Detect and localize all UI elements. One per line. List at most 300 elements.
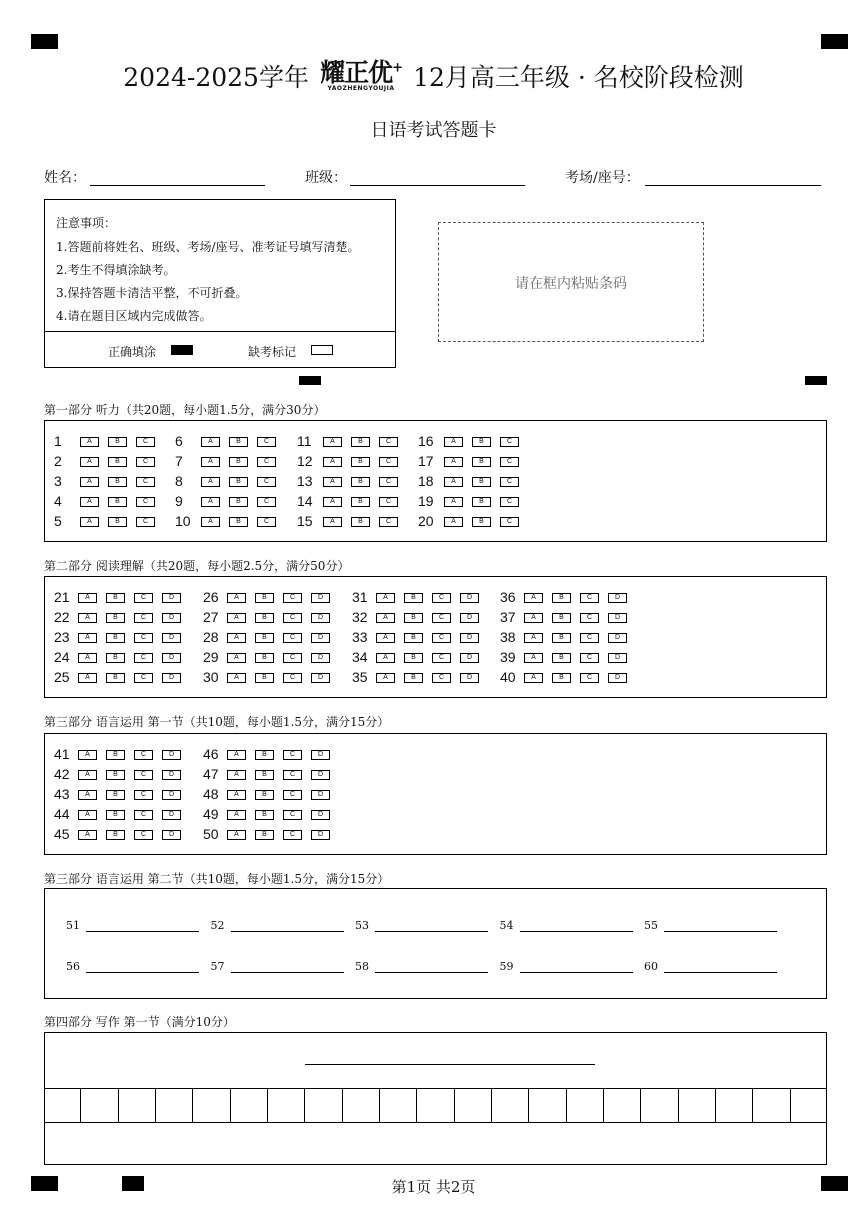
option-bubble[interactable]: D [162,750,181,760]
option-bubble[interactable]: D [460,593,479,603]
option-bubble[interactable]: A [201,477,220,487]
writing-cell[interactable] [343,1089,380,1122]
option-bubble[interactable]: B [255,770,274,780]
question-row [297,513,407,529]
option-bubble[interactable]: C [257,477,276,487]
option-bubble[interactable]: D [311,770,330,780]
option-bubble[interactable]: B [552,633,571,643]
notes-title: 注意事项： [56,216,117,230]
writing-cell[interactable] [604,1089,641,1122]
option-bubble[interactable]: C [283,673,302,683]
question-number: 9 [175,493,183,509]
option-bubble[interactable]: B [229,477,248,487]
registration-mark [31,34,58,49]
option-bubble[interactable]: A [78,770,97,780]
option-bubble[interactable]: B [106,750,125,760]
option-bubble[interactable]: C [283,633,302,643]
registration-mark [805,376,827,385]
question-row [203,786,339,802]
option-bubble[interactable]: C [134,810,153,820]
option-bubble[interactable]: B [255,673,274,683]
option-bubble[interactable]: B [404,653,423,663]
option-bubble[interactable]: B [255,830,274,840]
option-bubble[interactable]: C [283,770,302,780]
option-bubble[interactable]: C [257,457,276,467]
question-row [203,826,339,842]
question-row [175,513,285,529]
option-bubble[interactable]: A [80,437,99,447]
writing-cell[interactable] [156,1089,193,1122]
section3b-box [44,888,827,999]
question-row [54,629,190,645]
option-bubble[interactable]: B [108,477,127,487]
class-field[interactable] [305,167,527,187]
question-number: 45 [54,826,70,842]
option-bubble[interactable]: B [351,457,370,467]
question-row [54,513,164,529]
question-number: 5 [54,513,62,529]
option-bubble[interactable]: D [311,633,330,643]
option-bubble[interactable]: A [376,673,395,683]
question-number: 27 [203,609,219,625]
option-bubble[interactable]: C [134,770,153,780]
option-bubble[interactable]: D [162,613,181,623]
question-row [418,513,528,529]
question-number: 42 [54,766,70,782]
option-bubble[interactable]: C [580,653,599,663]
option-bubble[interactable]: A [227,633,246,643]
option-bubble[interactable]: A [201,497,220,507]
page-number: 第1页 共2页 [391,1178,476,1196]
writing-cell[interactable] [753,1089,790,1122]
fill-blank[interactable] [211,960,225,973]
option-bubble[interactable]: C [257,497,276,507]
question-number: 23 [54,629,70,645]
writing-cell[interactable] [716,1089,753,1122]
option-bubble[interactable]: A [78,673,97,683]
option-bubble[interactable]: A [227,613,246,623]
option-bubble[interactable]: C [134,593,153,603]
blank-number: 56 [66,960,80,973]
fill-blank[interactable] [500,960,514,973]
option-bubble[interactable]: A [323,437,342,447]
option-bubble[interactable]: D [162,790,181,800]
question-number: 4 [54,493,62,509]
question-number: 34 [352,649,368,665]
title-exam: 12月高三年级 · 名校阶段检测 [413,63,744,92]
option-bubble[interactable]: B [106,673,125,683]
option-bubble[interactable]: C [432,593,451,603]
option-bubble[interactable]: C [500,477,519,487]
option-bubble[interactable]: D [311,613,330,623]
question-number: 36 [500,589,516,605]
option-bubble[interactable]: C [136,437,155,447]
option-bubble[interactable]: A [78,593,97,603]
question-row [175,453,285,469]
section2-box [44,576,827,698]
option-bubble[interactable]: A [376,593,395,603]
option-bubble[interactable]: B [106,770,125,780]
option-bubble[interactable]: B [351,437,370,447]
question-number: 47 [203,766,219,782]
option-bubble[interactable]: A [201,457,220,467]
option-bubble[interactable]: B [229,437,248,447]
option-bubble[interactable]: A [78,633,97,643]
option-bubble[interactable]: C [580,673,599,683]
correct-fill-label: 正确填涂 [108,345,157,359]
option-bubble[interactable]: B [552,673,571,683]
question-row [500,629,636,645]
option-bubble[interactable]: B [404,673,423,683]
option-bubble[interactable]: D [162,770,181,780]
option-bubble[interactable]: B [404,633,423,643]
option-bubble[interactable]: B [229,497,248,507]
option-bubble[interactable]: C [500,517,519,527]
option-bubble[interactable]: C [283,810,302,820]
option-bubble[interactable]: B [255,593,274,603]
option-bubble[interactable]: B [255,750,274,760]
writing-cell[interactable] [455,1089,492,1122]
option-bubble[interactable]: D [162,653,181,663]
question-number: 13 [297,473,313,489]
question-row [297,493,407,509]
option-bubble[interactable]: A [376,633,395,643]
option-bubble[interactable]: D [311,593,330,603]
fill-blank[interactable] [500,919,514,932]
writing-cell[interactable] [791,1089,827,1122]
question-number: 16 [418,433,434,449]
question-number: 8 [175,473,183,489]
option-bubble[interactable]: A [444,437,463,447]
question-row [297,433,407,449]
option-bubble[interactable]: C [379,477,398,487]
option-bubble[interactable]: A [227,770,246,780]
option-bubble[interactable]: B [106,810,125,820]
option-bubble[interactable]: A [444,517,463,527]
option-bubble[interactable]: B [472,457,491,467]
option-bubble[interactable]: C [432,653,451,663]
option-bubble[interactable]: D [311,830,330,840]
question-row [203,609,339,625]
option-bubble[interactable]: D [608,653,627,663]
writing-cell[interactable] [305,1089,342,1122]
option-bubble[interactable]: A [80,517,99,527]
option-bubble[interactable]: C [283,830,302,840]
writing-cell[interactable] [529,1089,566,1122]
option-bubble[interactable]: D [162,830,181,840]
option-bubble[interactable]: C [500,437,519,447]
option-bubble[interactable]: A [78,790,97,800]
question-row [54,649,190,665]
name-label: 姓名： [44,170,86,186]
option-bubble[interactable]: C [432,633,451,643]
option-bubble[interactable]: C [134,790,153,800]
question-row [175,473,285,489]
option-bubble[interactable]: C [134,750,153,760]
section-title: 第四部分 写作 第一节（满分10分） [44,1015,235,1029]
option-bubble[interactable]: A [78,830,97,840]
option-bubble[interactable]: A [78,613,97,623]
option-bubble[interactable]: D [311,750,330,760]
option-bubble[interactable]: C [580,613,599,623]
option-bubble[interactable]: D [162,593,181,603]
option-bubble[interactable]: A [227,673,246,683]
blank-number: 60 [644,960,658,973]
notes-item: 2.考生不得填涂缺考。 [56,263,176,277]
fill-blank[interactable] [355,960,369,973]
option-bubble[interactable]: C [580,593,599,603]
question-number: 22 [54,609,70,625]
question-row [418,433,528,449]
option-bubble[interactable]: C [500,457,519,467]
room-seat-field[interactable] [565,167,821,187]
option-bubble[interactable]: D [162,633,181,643]
option-bubble[interactable]: C [136,517,155,527]
option-bubble[interactable]: C [134,633,153,643]
option-bubble[interactable]: A [524,633,543,643]
option-bubble[interactable]: C [283,750,302,760]
question-row [54,609,190,625]
question-row [418,473,528,489]
blank-number: 51 [66,919,80,932]
question-row [352,669,488,685]
option-bubble[interactable]: C [283,790,302,800]
option-bubble[interactable]: B [229,457,248,467]
option-bubble[interactable]: D [311,790,330,800]
option-bubble[interactable]: C [134,673,153,683]
option-bubble[interactable]: B [552,653,571,663]
option-bubble[interactable]: B [552,613,571,623]
option-bubble[interactable]: C [134,613,153,623]
option-bubble[interactable]: B [108,497,127,507]
option-bubble[interactable]: A [323,457,342,467]
barcode-hint: 请在框内粘贴条码 [515,276,627,292]
option-bubble[interactable]: B [106,633,125,643]
option-bubble[interactable]: C [432,673,451,683]
option-bubble[interactable]: B [255,613,274,623]
registration-mark [821,34,848,49]
option-bubble[interactable]: C [283,613,302,623]
option-bubble[interactable]: B [255,653,274,663]
writing-cell[interactable] [268,1089,305,1122]
option-bubble[interactable]: B [255,810,274,820]
option-bubble[interactable]: A [80,457,99,467]
option-bubble[interactable]: A [524,613,543,623]
question-row [352,589,488,605]
question-row [203,746,339,762]
option-bubble[interactable]: A [323,497,342,507]
option-bubble[interactable]: A [227,653,246,663]
question-number: 7 [175,453,183,469]
option-bubble[interactable]: B [106,790,125,800]
question-number: 48 [203,786,219,802]
question-number: 30 [203,669,219,685]
writing-cell[interactable] [679,1089,716,1122]
question-row [352,629,488,645]
option-bubble[interactable]: C [283,593,302,603]
writing-cell[interactable] [119,1089,156,1122]
option-bubble[interactable]: B [106,830,125,840]
option-bubble[interactable]: D [460,613,479,623]
option-bubble[interactable]: D [460,673,479,683]
question-row [352,609,488,625]
option-bubble[interactable]: A [323,517,342,527]
question-number: 50 [203,826,219,842]
option-bubble[interactable]: A [227,810,246,820]
option-bubble[interactable]: B [351,517,370,527]
writing-cell[interactable] [492,1089,529,1122]
question-row [418,493,528,509]
option-bubble[interactable]: A [524,653,543,663]
question-number: 31 [352,589,368,605]
option-bubble[interactable]: A [227,830,246,840]
option-bubble[interactable]: D [460,653,479,663]
option-bubble[interactable]: B [108,437,127,447]
question-number: 20 [418,513,434,529]
writing-cell[interactable] [193,1089,230,1122]
option-bubble[interactable]: A [78,810,97,820]
option-bubble[interactable]: C [136,497,155,507]
question-number: 24 [54,649,70,665]
option-bubble[interactable]: A [80,477,99,487]
option-bubble[interactable]: A [227,593,246,603]
option-bubble[interactable]: C [379,517,398,527]
option-bubble[interactable]: C [379,497,398,507]
option-bubble[interactable]: D [311,653,330,663]
option-bubble[interactable]: A [524,673,543,683]
writing-cell[interactable] [380,1089,417,1122]
option-bubble[interactable]: B [229,517,248,527]
title-year: 2024-2025学年 [123,63,309,92]
option-bubble[interactable]: B [106,613,125,623]
option-bubble[interactable]: C [257,517,276,527]
fill-blank[interactable] [644,960,658,973]
writing-cell[interactable] [567,1089,604,1122]
blank-number: 55 [644,919,658,932]
option-bubble[interactable]: A [444,457,463,467]
option-bubble[interactable]: B [255,633,274,643]
option-bubble[interactable]: A [78,653,97,663]
option-bubble[interactable]: C [136,477,155,487]
question-number: 39 [500,649,516,665]
question-row [203,649,339,665]
option-bubble[interactable]: A [524,593,543,603]
option-bubble[interactable]: B [472,497,491,507]
fill-blank[interactable] [355,919,369,932]
writing-cell[interactable] [417,1089,454,1122]
option-bubble[interactable]: D [608,613,627,623]
option-bubble[interactable]: B [552,593,571,603]
question-row [54,669,190,685]
option-bubble[interactable]: B [255,790,274,800]
question-number: 12 [297,453,313,469]
option-bubble[interactable]: A [80,497,99,507]
question-number: 18 [418,473,434,489]
option-bubble[interactable]: B [472,477,491,487]
option-bubble[interactable]: A [376,653,395,663]
option-bubble[interactable]: C [500,497,519,507]
option-bubble[interactable]: A [323,477,342,487]
option-bubble[interactable]: D [608,673,627,683]
option-bubble[interactable]: D [608,593,627,603]
fill-blank[interactable] [66,919,80,932]
question-row [203,629,339,645]
option-bubble[interactable]: B [351,497,370,507]
option-bubble[interactable]: B [108,457,127,467]
section3a-box [44,733,827,855]
question-row [54,806,190,822]
option-bubble[interactable]: B [106,593,125,603]
option-bubble[interactable]: B [404,613,423,623]
absent-mark-box[interactable] [311,345,333,355]
option-bubble[interactable]: C [379,457,398,467]
fill-blank[interactable] [644,919,658,932]
option-bubble[interactable]: C [136,457,155,467]
writing-cell[interactable] [231,1089,268,1122]
option-bubble[interactable]: D [608,633,627,643]
question-row [297,453,407,469]
blank-number: 57 [210,960,225,973]
option-bubble[interactable]: B [351,477,370,487]
option-bubble[interactable]: A [78,750,97,760]
option-bubble[interactable]: C [580,633,599,643]
page-title [0,58,867,94]
option-bubble[interactable]: C [379,437,398,447]
option-bubble[interactable]: B [108,517,127,527]
question-row [203,589,339,605]
notes-item: 3.保持答题卡清洁平整，不可折叠。 [56,286,248,300]
room-seat-label: 考场/座号： [565,170,640,186]
question-number: 38 [500,629,516,645]
option-bubble[interactable]: C [134,830,153,840]
option-bubble[interactable]: C [283,653,302,663]
blank-number: 52 [210,919,225,932]
option-bubble[interactable]: A [227,790,246,800]
question-row [500,589,636,605]
question-row [203,669,339,685]
writing-cell[interactable] [81,1089,118,1122]
option-bubble[interactable]: B [106,653,125,663]
writing-title-line[interactable] [305,1064,595,1065]
option-bubble[interactable]: D [162,673,181,683]
option-bubble[interactable]: A [376,613,395,623]
fill-blank[interactable] [211,919,225,932]
question-row [500,649,636,665]
blank-number: 53 [355,919,369,932]
question-number: 40 [500,669,516,685]
option-bubble[interactable]: C [257,437,276,447]
option-bubble[interactable]: A [227,750,246,760]
option-bubble[interactable]: A [201,437,220,447]
option-bubble[interactable]: B [404,593,423,603]
fill-blank[interactable] [66,960,80,973]
option-bubble[interactable]: D [311,673,330,683]
option-bubble[interactable]: D [162,810,181,820]
writing-cell[interactable] [641,1089,678,1122]
question-row [54,826,190,842]
option-bubble[interactable]: D [311,810,330,820]
option-bubble[interactable]: D [460,633,479,643]
option-bubble[interactable]: A [444,477,463,487]
name-field[interactable] [44,167,266,187]
option-bubble[interactable]: A [201,517,220,527]
option-bubble[interactable]: C [134,653,153,663]
option-bubble[interactable]: C [432,613,451,623]
option-bubble[interactable]: A [444,497,463,507]
option-bubble[interactable]: B [472,437,491,447]
writing-cell[interactable] [44,1089,81,1122]
option-bubble[interactable]: B [472,517,491,527]
